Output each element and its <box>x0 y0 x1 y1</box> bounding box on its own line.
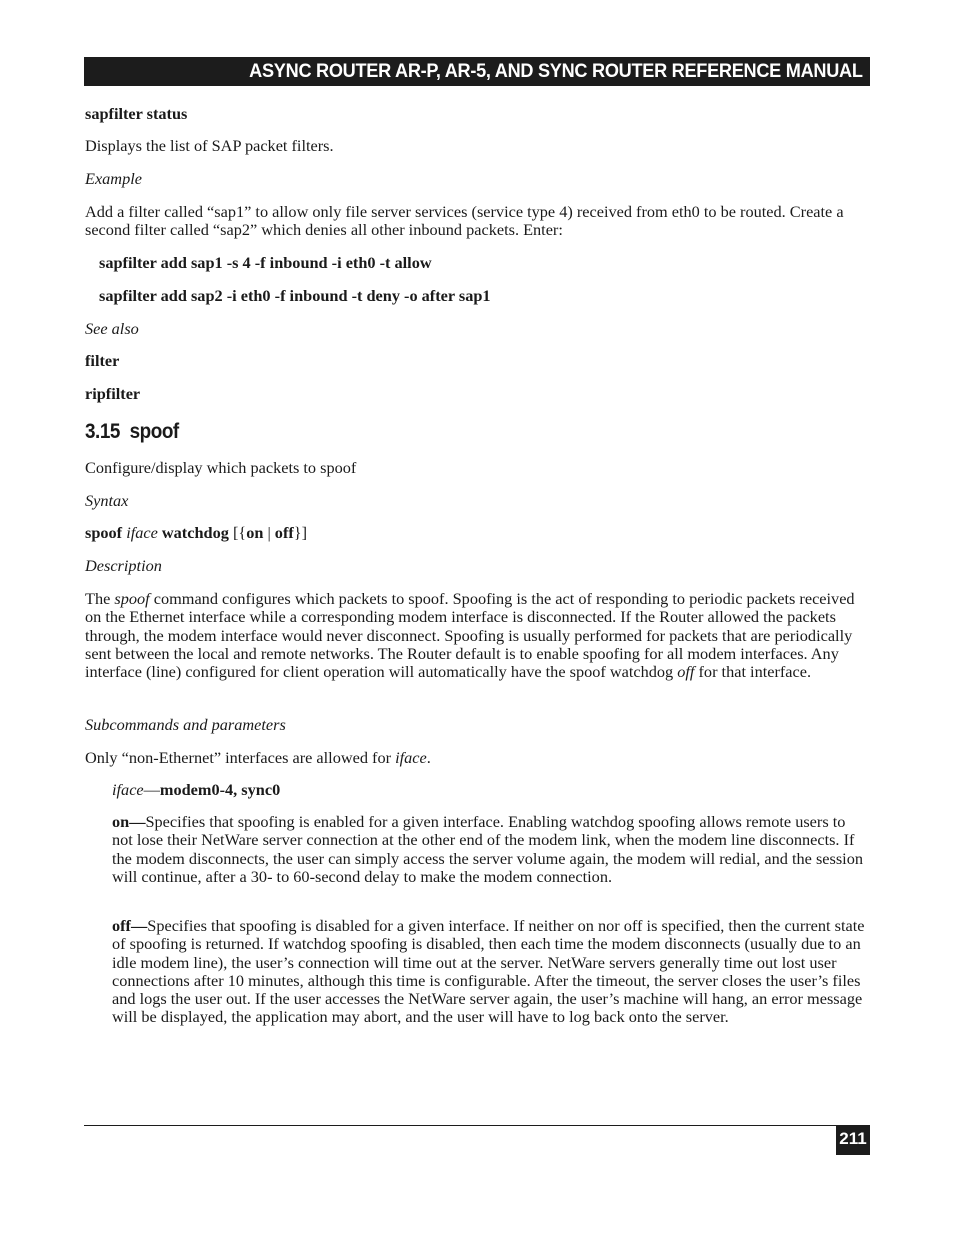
iface-param-name: iface <box>112 780 144 799</box>
syntax-watchdog: watchdog <box>161 523 229 542</box>
syntax-off: off <box>274 523 294 542</box>
only-note-iface: iface <box>395 748 427 767</box>
syntax-close-bracket: }] <box>293 523 308 542</box>
syntax-command: spoof <box>85 523 123 542</box>
iface-param-dash: — <box>143 780 160 799</box>
off-param-name: off— <box>112 916 148 935</box>
syntax-on: on <box>246 523 264 542</box>
see-also-label: See also <box>85 319 139 338</box>
syntax-separator: | <box>263 523 275 542</box>
only-note <box>85 749 870 767</box>
description-spoof: spoof <box>114 589 150 608</box>
example-command-1: sapfilter add sap1 -s 4 -f inbound -i eth0 -t allow <box>99 253 432 272</box>
section-title: 3.15 spoof <box>85 420 179 443</box>
subcommands-label: Subcommands and parameters <box>85 715 286 734</box>
on-param <box>112 813 868 886</box>
syntax-iface: iface <box>126 523 158 542</box>
description-text <box>85 590 870 681</box>
running-header <box>84 57 870 86</box>
syntax-open-bracket: [{ <box>232 523 247 542</box>
description-post: for that interface. <box>694 662 812 682</box>
section-summary: Configure/display which packets to spoof <box>85 458 357 477</box>
description-off: off <box>677 662 695 682</box>
footer-rule <box>84 1125 870 1126</box>
sapfilter-status-desc: Displays the list of SAP packet filters. <box>85 136 334 155</box>
only-note-pre: Only “non-Ethernet” interfaces are allowed for <box>85 748 396 767</box>
only-note-post: . <box>426 748 431 767</box>
see-also-ripfilter: ripfilter <box>85 384 141 403</box>
syntax-line <box>85 524 870 542</box>
example-label: Example <box>85 169 142 188</box>
description-pre: The <box>85 589 115 608</box>
see-also-filter: filter <box>85 351 120 370</box>
sapfilter-status-heading: sapfilter status <box>85 104 188 123</box>
example-text: Add a filter called “sap1” to allow only file server services (service type 4) received from eth0 to be routed. Create a second filter called “sap2” which denies all other inbound packets. Enter: <box>85 202 844 240</box>
off-param-text: Specifies that spoofing is disabled for a given interface. If neither on nor off is specified, then the current state of spoofing is returned. If watchdog spoofing is disabled, then each time the modem disconnects (usually due to an idle modem line), the user’s connection will time out at the server. NetWare servers generally time out lost user connections after 10 minutes, although this time is configurable. After the timeout, the server closes the user’s files and logs the user out. If the user accesses the NetWare server again, the user’s machine will hang, an error message will be displayed, the application may abort, and the user will have to log back onto the server. <box>112 916 865 1027</box>
syntax-label: Syntax <box>85 491 129 510</box>
off-param <box>112 917 868 1027</box>
description-mid: command configures which packets to spoof. Spoofing is the act of responding to periodic packets received on the Ethernet interface while a corresponding modem interface is disconnected. If the Router allowed the packets through, the modem interface would never disconnect. Spoofing is usually performed for packets that are periodically sent between the local and remote networks. The Router default is to enable spoofing for all modem interfaces. Any interface (line) configured for client operation will automatically have the spoof watchdog <box>85 589 855 682</box>
header-title: ASYNC ROUTER AR-P, AR-5, AND SYNC ROUTER REFERENCE MANUAL <box>249 60 863 82</box>
iface-param <box>112 781 868 799</box>
on-param-name: on— <box>112 812 146 831</box>
on-param-text: Specifies that spoofing is enabled for a given interface. Enabling watchdog spoofing allows remote users to not lose their NetWare server connection at the other end of the modem link, when the modem line disconnects. If the modem disconnects, the user can simply access the server volume again, the modem will redial, and the session will continue, after a 30- to 60-second delay to make the modem connection. <box>112 812 863 886</box>
page-number: 211 <box>836 1125 870 1155</box>
description-label: Description <box>85 556 162 575</box>
example-command-2: sapfilter add sap2 -i eth0 -f inbound -t deny -o after sap1 <box>99 286 491 305</box>
iface-param-values: modem0-4, sync0 <box>159 780 281 799</box>
